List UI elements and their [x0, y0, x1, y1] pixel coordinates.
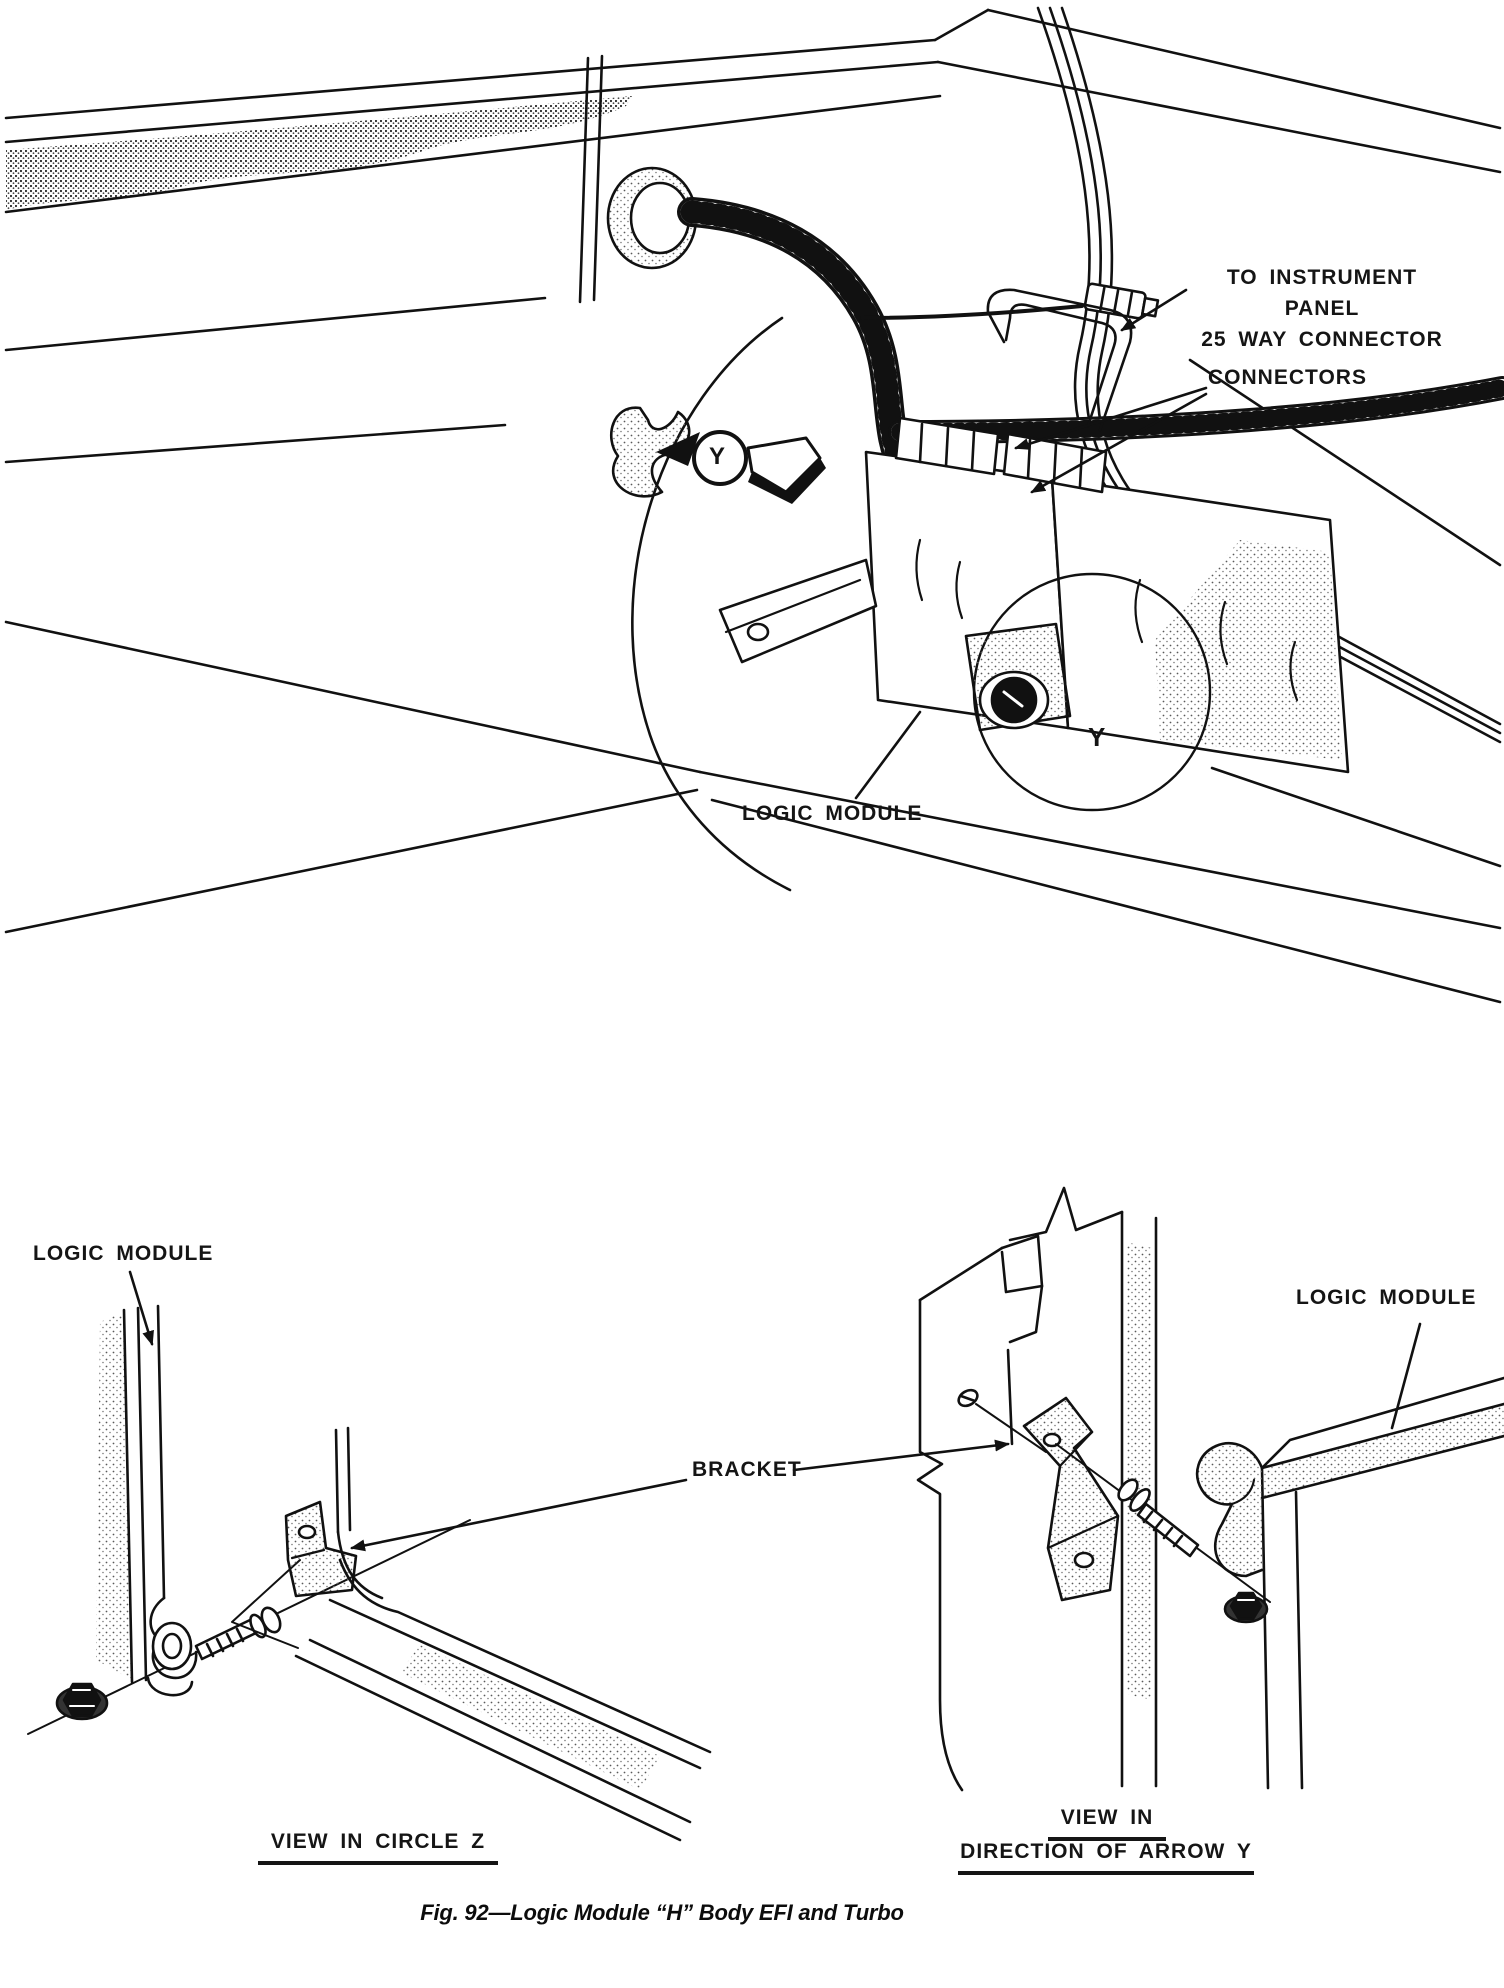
view-in-circle-z-title: VIEW IN CIRCLE Z: [258, 1830, 498, 1865]
logic-module-label-arrow-y: LOGIC MODULE: [1296, 1286, 1477, 1309]
view-in-title-line1: VIEW IN: [1048, 1806, 1166, 1841]
arrow-y-letter: Y: [709, 443, 726, 470]
leader-bracket-left: [352, 1480, 686, 1548]
to-instrument-panel-label: [1186, 262, 1458, 355]
cowl-shadow-shading: [6, 96, 632, 210]
instrument-panel-wire: [862, 306, 1082, 318]
mounting-screw: [196, 1605, 284, 1659]
module-slab-shading: [1262, 1404, 1504, 1498]
bracket-circle-z: [286, 1502, 356, 1596]
leader-logic-module-y: [1392, 1324, 1420, 1428]
flange-nut-y: [1225, 1593, 1267, 1622]
view-in-title-line2: DIRECTION OF ARROW Y: [958, 1840, 1254, 1875]
module-edge: [124, 1306, 164, 1682]
leader-bracket-right: [794, 1444, 1008, 1470]
circle-z-view-drawing: [28, 1272, 710, 1840]
direction-arrow-y-symbol: [656, 432, 826, 504]
module-edge-shading: [96, 1312, 132, 1680]
pillar-shading: [1126, 1242, 1152, 1700]
connectors-label: CONNECTORS: [1208, 366, 1367, 389]
bracket-label: BRACKET: [692, 1458, 802, 1481]
main-view-drawing: [6, 8, 1502, 1002]
sill-structure: [296, 1428, 710, 1840]
detail-circle-y-letter: Y: [1088, 722, 1106, 752]
logic-module-label-main: LOGIC MODULE: [742, 802, 923, 825]
module-mounting-arm: [720, 560, 876, 662]
leader-logic-module: [856, 712, 920, 798]
leader-logic-module-z: [130, 1272, 152, 1344]
flange-nut: [57, 1684, 107, 1719]
to-instrument-panel-line1: TO INSTRUMENT PANEL: [1226, 266, 1418, 320]
module-grommet-tab: [148, 1598, 196, 1695]
to-instrument-panel-line2: 25 WAY CONNECTOR: [1201, 328, 1443, 351]
bracket-arrow-y: [1024, 1398, 1118, 1600]
figure-caption: Fig. 92—Logic Module “H” Body EFI and Turbo: [420, 1900, 904, 1925]
logic-module-label-circle-z: LOGIC MODULE: [33, 1242, 214, 1265]
